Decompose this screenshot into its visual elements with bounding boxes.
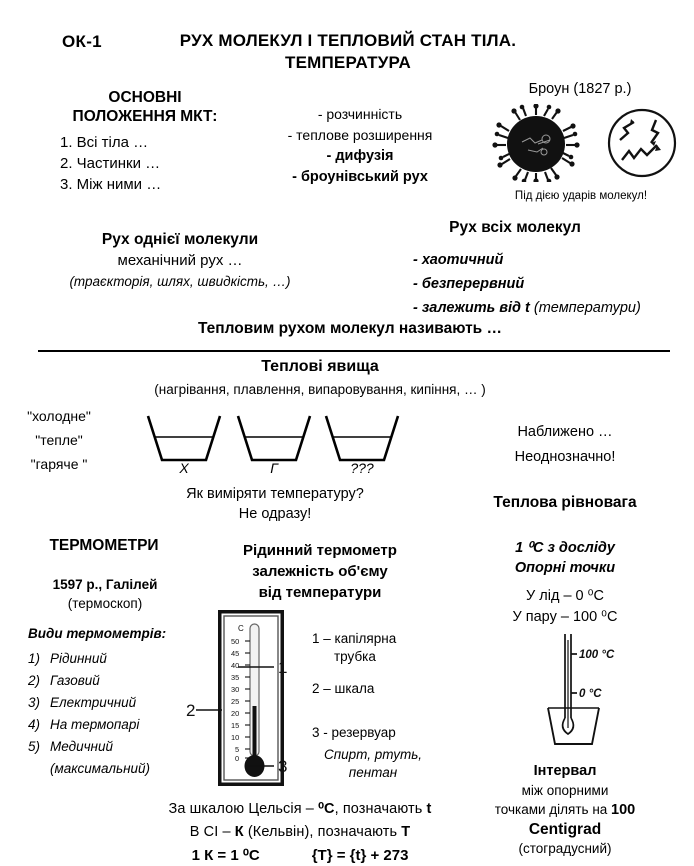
liquid-thermometer-title-line1: Рідинний термометр [243,542,397,559]
pointer-label-1: 1 [278,658,288,677]
galileo-block [20,575,190,613]
equilibrium-label-bottom: 0 °C [579,688,602,700]
beaker-thermometer-svg [520,632,650,752]
svg-text:40: 40 [231,661,240,670]
question-line2: Не одразу! [238,506,312,522]
page-title-line2: ТЕМПЕРАТУРА [285,53,411,72]
formula-celsius: За шкалою Цельсія – ⁰С, позначають t [168,801,432,817]
formula-kelvin-equals-celsius: 1 К = 1 ⁰С [191,847,260,864]
one-molecule-title: Рух однієї молекули [101,231,259,248]
legend-key: 1 – капілярна [312,631,397,646]
liquid-thermometer-title [200,540,440,603]
mkt-heading-line2: ПОЛОЖЕННЯ МКТ: [72,108,218,125]
one-molecule-subtitle: механічний рух … [117,252,243,269]
thermometer-kinds-heading: Види термометрів: [28,626,167,641]
svg-text:35: 35 [231,673,240,682]
list-item: 1. Всі тіла … [60,134,149,151]
svg-text:15: 15 [231,721,240,730]
thermal-equilibrium-title: Теплова рівновага [493,494,637,511]
list-item: - залежить від t (температури) [413,300,641,316]
mkt-heading-line1: ОСНОВНІ [108,89,182,106]
reference-points-values [450,586,680,628]
svg-text:30: 30 [231,685,240,694]
all-molecules-title: Рух всіх молекул [449,219,581,236]
equilibrium-figure [520,632,650,752]
thermal-motion-definition: Тепловим рухом молекул називають … [197,320,503,337]
formulas-block [90,798,510,866]
list-item: 3. Між ними … [60,176,162,193]
interval-line1: між опорними [521,783,609,798]
zigzag-trajectory-icon [609,110,675,176]
formula-row-last [90,844,510,866]
formula-kelvin: В СІ – К (Кельвін), позначають Т [189,824,411,840]
beaker-label: Х [179,460,189,476]
reference-steam: У пару – 100 ⁰С [512,609,618,625]
svg-text:50: 50 [231,637,240,646]
thermometer-unit-label: C [238,624,244,633]
interval-title: Інтервал [533,763,597,779]
thermal-phenomena-title: Теплові явища [261,358,379,375]
list-item: - дифузія [326,148,394,164]
mkt-heading [40,88,250,126]
list-item: "тепле" [35,432,83,448]
how-to-measure-question [145,484,405,524]
list-item: "гаряче " [30,456,88,472]
list-item: 4) На термопарі [28,717,140,732]
legend-item [312,680,442,698]
liquids-line2: пентан [348,765,398,780]
svg-text:5: 5 [235,745,240,754]
one-molecule-note: (траєкторія, шлях, швидкість, …) [69,274,291,289]
reference-points-line1: 1 ⁰С з досліду [515,540,615,556]
list-item: 2. Частинки … [60,155,161,172]
centigrade-note: (стоградусний) [518,841,612,856]
list-item: - хаотичний [413,252,504,268]
list-item: "холодне" [27,408,91,424]
sensation-words [4,404,114,476]
page-title-line1: РУХ МОЛЕКУЛ І ТЕПЛОВИЙ СТАН ТІЛА. [179,31,517,50]
properties-list [250,104,470,188]
list-item: - безперервний [413,276,525,292]
legend-item [312,724,442,742]
approximation-line1: Наближено … [517,424,613,440]
list-item: 5) Медичний [28,739,114,754]
bombarded-particle-icon [492,104,579,182]
list-item: - броунівський рух [292,169,428,185]
thermometer-pointers-svg [186,610,306,786]
reference-points-title [450,538,680,578]
thermometer-legend [312,630,442,756]
one-molecule-block [30,230,330,293]
reference-ice: У лід – 0 ⁰С [526,588,604,604]
beaker-label: Г [270,460,278,476]
sheet-code: ОК-1 [62,32,102,51]
list-item: - розчинність [317,106,403,122]
pointer-label-3: 3 [278,757,288,776]
interval-line2: точками ділять на 100 [494,802,636,818]
liquid-thermometer-title-line2: залежність об'єму [252,563,388,580]
reference-points-line2: Опорні точки [514,560,616,576]
beaker-label: ??? [350,460,374,476]
svg-text:10: 10 [231,733,240,742]
legend-key: 2 – шкала [312,681,375,696]
svg-text:45: 45 [231,649,240,658]
list-item-extra: (максимальний) [50,761,151,776]
mkt-list [60,132,161,195]
list-item: 2) Газовий [28,673,100,688]
list-item: 3) Електричний [28,695,137,710]
brown-title: Броун (1827 р.) [528,81,632,97]
list-item: - теплове розширення [287,127,433,143]
brownian-illustration-svg [478,104,684,182]
thermometer-pointer-labels [186,610,306,786]
legend-cont: трубка [334,649,376,664]
liquids-note [308,746,438,782]
beaker-labels [140,460,410,482]
all-molecules-list [413,248,641,320]
formula-conversion: {Т} = {t} + 273 [311,847,409,864]
thermal-phenomena-subtitle: (нагрівання, плавлення, випаровування, кипіння, … ) [154,382,486,397]
legend-item [312,630,442,666]
brown-note: Під дією ударів молекул! [514,190,648,202]
galileo-line1: 1597 р., Галілей [52,577,158,592]
svg-text:25: 25 [231,697,240,706]
list-item: 1) Рідинний [28,651,107,666]
liquids-line1: Спирт, ртуть, [323,747,423,762]
pointer-label-2: 2 [186,701,196,720]
liquid-thermometer-title-line3: від температури [258,584,382,601]
thermometer-kinds-list [28,648,150,780]
legend-key: 3 - резервуар [312,725,396,740]
galileo-line2: (термоскоп) [67,596,143,611]
section-divider [38,350,670,352]
svg-text:20: 20 [231,709,240,718]
question-line1: Як виміряти температуру? [186,486,364,502]
approximation-line2: Неоднозначно! [514,449,616,465]
equilibrium-label-top: 100 °C [579,649,615,661]
svg-text:0: 0 [235,754,240,763]
page-title [138,30,558,74]
thermometers-heading: ТЕРМОМЕТРИ [49,537,159,554]
brownian-motion-figures [478,104,684,182]
centigrade-name: Centigrad [528,821,602,838]
approximation-note [450,420,680,470]
